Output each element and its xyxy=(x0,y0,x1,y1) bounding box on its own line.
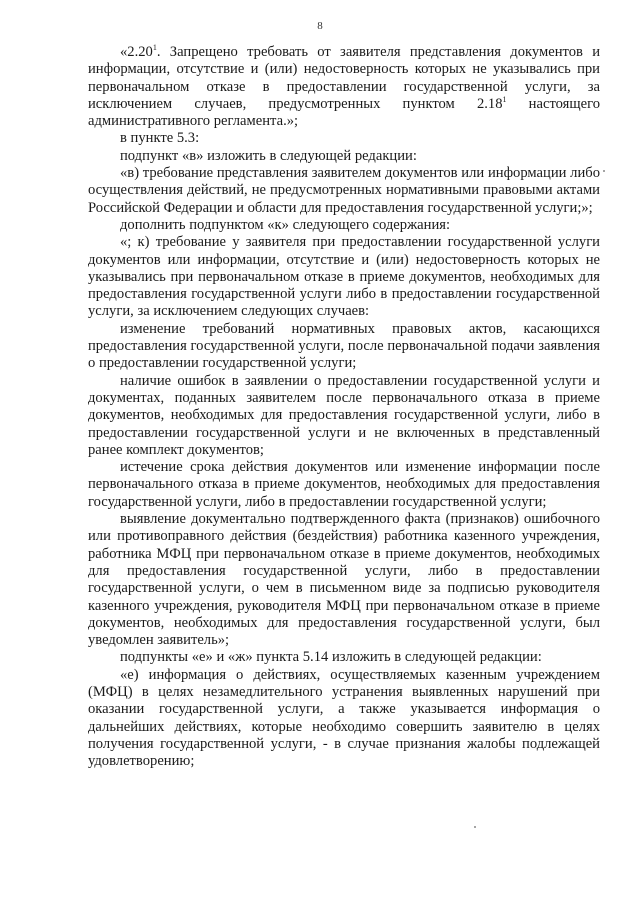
document-body xyxy=(88,44,600,770)
paragraph-case-1: изменение требований нормативных правовых актов, касающихся предоставления государственной услуги, после первоначальной подачи заявления о предоставлении государственной услуги; xyxy=(88,320,600,372)
paragraph-subpoint-v-intro: подпункт «в» изложить в следующей редакции: xyxy=(120,147,417,164)
scan-speck xyxy=(474,826,476,828)
scan-speck xyxy=(603,170,605,172)
superscript-1-ref: 1 xyxy=(502,95,507,105)
paragraph-in-5-3: в пункте 5.3: xyxy=(120,130,200,147)
paragraph-case-3: истечение срока действия документов или изменение информации после первоначального отказа в приеме документов, необходимых для предоставления государственной услуги, либо в предоставлении государственной услуги; xyxy=(88,459,600,510)
paragraph-2-20-start: «2.20 xyxy=(120,44,153,60)
paragraph-2-20-body: . Запрещено требовать от заявителя представления документов и информации, отсутствие и (или) недостоверность которых не указывались при первоначальном отказе в предоставлении государственной услуги, за исключением случаев, предусмотренных пунктом 2.18 xyxy=(88,44,600,112)
paragraph-case-2: наличие ошибок в заявлении о предоставлении государственной услуги и документах, поданных заявителем после первоначального отказа в приеме документов, необходимых для предоставления государственной услуги, либо в предоставлении государственной услуги и не включенных в представленный ранее комплект документов; xyxy=(88,372,600,458)
paragraph-subpoint-k: «; к) требование у заявителя при предоставлении государственной услуги документов или информации, отсутствие и (или) недостоверность которых не указывались при первоначальном отказе в приеме документов, необходимых для предоставления государственной услуги либо в предоставлении государственной услуги, за исключением следующих случаев: xyxy=(88,234,600,320)
paragraph-case-4: выявление документально подтвержденного факта (признаков) ошибочного или противоправного действия (бездействия) работника казенного учреждения, работника МФЦ при первоначальном отказе в приеме документов, необходимых для предоставления государственной услуги, либо в предоставлении государственной услуги, о чем в письменном виде за подписью руководителя казенного учреждения, руководителя МФЦ при первоначальном отказе в приеме документов, необходимых для предоставления государственной услуги, был уведомлен заявитель»; xyxy=(88,511,600,649)
paragraph-add-k-intro: дополнить подпунктом «к» следующего содержания: xyxy=(120,216,451,233)
paragraph-subpoint-e: «е) информация о действиях, осуществляемых казенным учреждением (МФЦ) в целях незамедлительного устранения выявленных нарушений при оказании государственной услуги, а также указывается информация о дальнейших действиях, которые необходимо совершить заявителю в целях получения государственной услуги, - в случае признания жалобы подлежащей удовлетворению; xyxy=(88,666,600,770)
paragraph-5-14-intro: подпункты «е» и «ж» пункта 5.14 изложить в следующей редакции: xyxy=(120,649,542,666)
paragraph-subpoint-v: «в) требование представления заявителем документов или информации либо осуществления действий, не предусмотренных нормативными правовыми актами Российской Федерации и области для предоставления государственной услуги;»; xyxy=(88,165,600,216)
superscript-1: 1 xyxy=(152,43,157,53)
paragraph-2-20-end: настоящего административного регламента.»; xyxy=(88,95,601,130)
paragraph-2-20 xyxy=(88,44,600,130)
page-number: 8 xyxy=(317,20,323,32)
